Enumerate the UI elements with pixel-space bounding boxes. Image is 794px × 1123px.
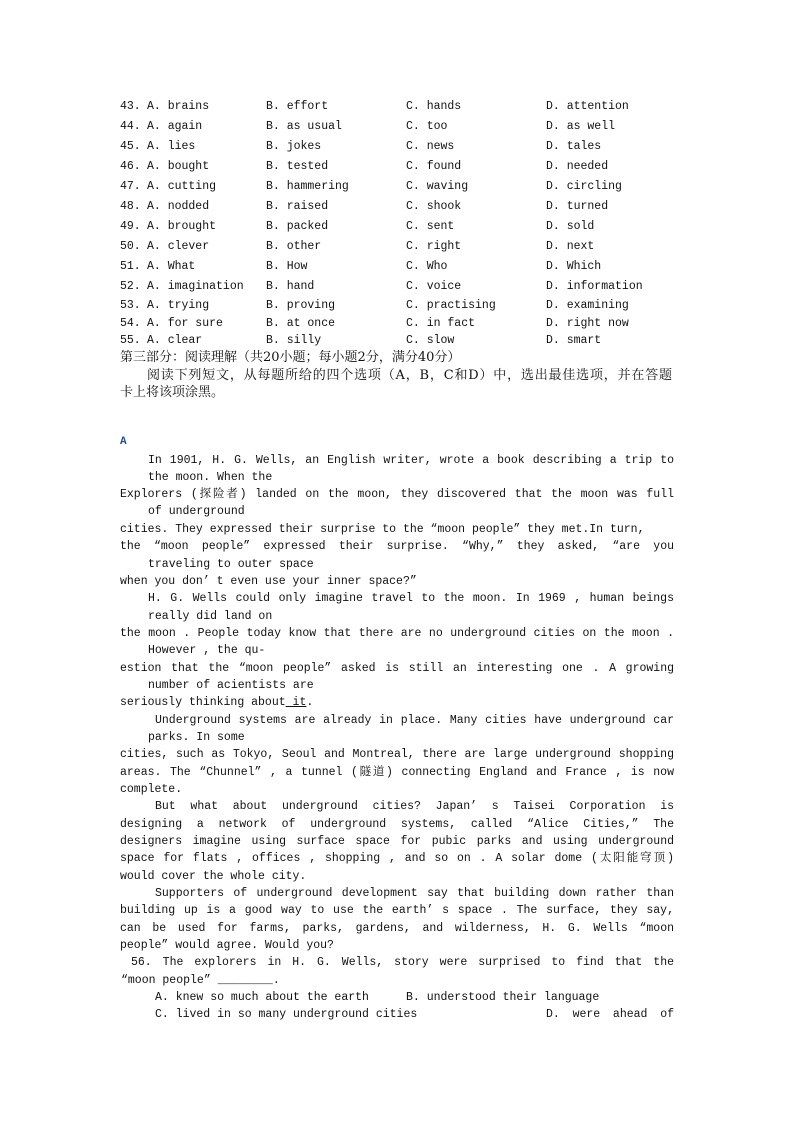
option-row [0, 316, 794, 332]
question-stem: 56. The explorers in H. G. Wells, story were surprised to find that the [131, 956, 674, 969]
question-number: 47. [120, 180, 141, 193]
option-d: D. smart [546, 334, 602, 347]
option-d: D. examining [546, 299, 629, 312]
passage-line: the “moon people” expressed their surprise. “Why,” they asked, “are you [120, 540, 674, 553]
option-a: A. What [147, 260, 196, 273]
option-c: C. right [406, 240, 462, 253]
option-c: C. practising [406, 299, 496, 312]
section-instructions-cont: 卡上将该项涂黑。 [120, 385, 225, 400]
option-a: A. clear [147, 334, 203, 347]
question-number: 50. [120, 240, 141, 253]
underlined-word: it [285, 696, 307, 709]
option-row [0, 333, 794, 349]
choice-c: C. lived in so many underground cities [155, 1008, 418, 1021]
passage-line: the moon . People today know that there are no underground cities on the moon . [120, 627, 674, 640]
question-number: 52. [120, 280, 141, 293]
option-d: D. Which [546, 260, 602, 273]
section-instructions: 阅读下列短文，从每题所给的四个选项（A，B，C和D）中，选出最佳选项，并在答题 [147, 368, 672, 383]
question-number: 46. [120, 160, 141, 173]
option-a: A. lies [147, 140, 196, 153]
option-c: C. found [406, 160, 462, 173]
passage-line: cities, such as Tokyo, Seoul and Montreal, there are large underground shopping [120, 748, 674, 761]
question-number: 53. [120, 299, 141, 312]
option-d: D. needed [546, 160, 609, 173]
option-c: C. slow [406, 334, 455, 347]
option-row [0, 119, 794, 135]
question-stem-blank: “moon people” ________. [121, 974, 280, 987]
option-row [0, 199, 794, 215]
passage-line: areas. The “Chunnel” , a tunnel (隧道) connecting England and France , is now [120, 766, 674, 779]
passage-line: the moon. When the [148, 471, 273, 484]
passage-line: would cover the whole city. [120, 870, 307, 883]
question-number: 55. [120, 334, 141, 347]
option-d: D. information [546, 280, 643, 293]
option-row [0, 99, 794, 115]
option-c: C. shook [406, 200, 462, 213]
option-b: B. hand [266, 280, 315, 293]
passage-line: designing a network of underground systems, called “Alice Cities,” The [120, 818, 674, 831]
option-d: D. sold [546, 220, 595, 233]
option-b: B. raised [266, 200, 329, 213]
option-b: B. silly [266, 334, 322, 347]
question-number: 54. [120, 317, 141, 330]
passage-line: complete. [120, 783, 183, 796]
option-row [0, 139, 794, 155]
choice-d: D. were ahead of [546, 1008, 674, 1021]
option-a: A. clever [147, 240, 210, 253]
passage-line: can be used for farms, parks, gardens, and wilderness, H. G. Wells “moon [120, 922, 674, 935]
passage-line: traveling to outer space [148, 558, 314, 571]
passage-line: designers imagine using surface space for pubic parks and using underground [120, 835, 674, 848]
passage-line: estion that the “moon people” asked is still an interesting one . A growing [120, 662, 674, 675]
option-c: C. news [406, 140, 455, 153]
option-b: B. packed [266, 220, 329, 233]
option-a: A. nodded [147, 200, 210, 213]
option-row [0, 159, 794, 175]
option-d: D. next [546, 240, 595, 253]
passage-line: But what about underground cities? Japan’ s Taisei Corporation is [155, 800, 674, 813]
option-row [0, 219, 794, 235]
choice-b: B. understood their language [406, 991, 600, 1004]
option-a: A. cutting [147, 180, 217, 193]
passage-line: In 1901, H. G. Wells, an English writer, wrote a book describing a trip to [148, 454, 674, 467]
option-row [0, 259, 794, 275]
option-d: D. right now [546, 317, 629, 330]
option-a: A. brains [147, 100, 210, 113]
passage-line: Explorers (探险者) landed on the moon, they discovered that the moon was full [120, 488, 674, 501]
option-c: C. Who [406, 260, 448, 273]
option-row [0, 298, 794, 314]
passage-label: A [120, 436, 127, 448]
option-c: C. voice [406, 280, 462, 293]
passage-text: . [306, 696, 314, 709]
question-number: 51. [120, 260, 141, 273]
option-c: C. sent [406, 220, 455, 233]
option-c: C. too [406, 120, 448, 133]
option-b: B. tested [266, 160, 329, 173]
option-c: C. waving [406, 180, 469, 193]
option-a: A. bought [147, 160, 210, 173]
option-a: A. brought [147, 220, 217, 233]
option-a: A. trying [147, 299, 210, 312]
passage-line: cities. They expressed their surprise to the “moon people” they met.In turn, [120, 523, 645, 536]
option-b: B. other [266, 240, 322, 253]
option-d: D. tales [546, 140, 602, 153]
option-c: C. in fact [406, 317, 476, 330]
option-d: D. turned [546, 200, 609, 213]
option-a: A. again [147, 120, 203, 133]
section-heading: 第三部分：阅读理解（共20小题；每小题2分，满分40分） [120, 350, 461, 365]
passage-line: people” would agree. Would you? [120, 939, 334, 952]
option-row [0, 239, 794, 255]
question-number: 43. [120, 100, 141, 113]
passage-line: Supporters of underground development say that building down rather than [155, 887, 674, 900]
passage-text: seriously thinking about [120, 696, 286, 709]
option-d: D. attention [546, 100, 629, 113]
passage-line [120, 694, 313, 711]
option-b: B. How [266, 260, 308, 273]
passage-line: really did land on [148, 610, 273, 623]
passage-line: However , the qu- [148, 644, 266, 657]
option-row [0, 279, 794, 295]
option-b: B. jokes [266, 140, 322, 153]
passage-line: space for flats , offices , shopping , and so on . A solar dome (太阳能穹顶) [120, 852, 674, 865]
passage-line: building up is a good way to use the earth’ s space . The surface, they say, [120, 904, 674, 917]
option-b: B. at once [266, 317, 336, 330]
option-b: B. hammering [266, 180, 349, 193]
option-row [0, 179, 794, 195]
passage-line: parks. In some [148, 731, 245, 744]
question-number: 49. [120, 220, 141, 233]
option-b: B. as usual [266, 120, 342, 133]
option-a: A. for sure [147, 317, 223, 330]
question-number: 45. [120, 140, 141, 153]
option-a: A. imagination [147, 280, 244, 293]
option-b: B. proving [266, 299, 336, 312]
option-d: D. as well [546, 120, 616, 133]
question-number: 48. [120, 200, 141, 213]
question-number: 44. [120, 120, 141, 133]
passage-line: of underground [148, 505, 245, 518]
passage-line: H. G. Wells could only imagine travel to the moon. In 1969 , human beings [148, 592, 674, 605]
passage-line: when you don’ t even use your inner space?” [120, 575, 417, 588]
choice-a: A. knew so much about the earth [155, 991, 369, 1004]
option-c: C. hands [406, 100, 462, 113]
option-b: B. effort [266, 100, 329, 113]
option-d: D. circling [546, 180, 622, 193]
passage-line: number of acientists are [148, 679, 314, 692]
passage-line: Underground systems are already in place. Many cities have underground car [155, 714, 674, 727]
